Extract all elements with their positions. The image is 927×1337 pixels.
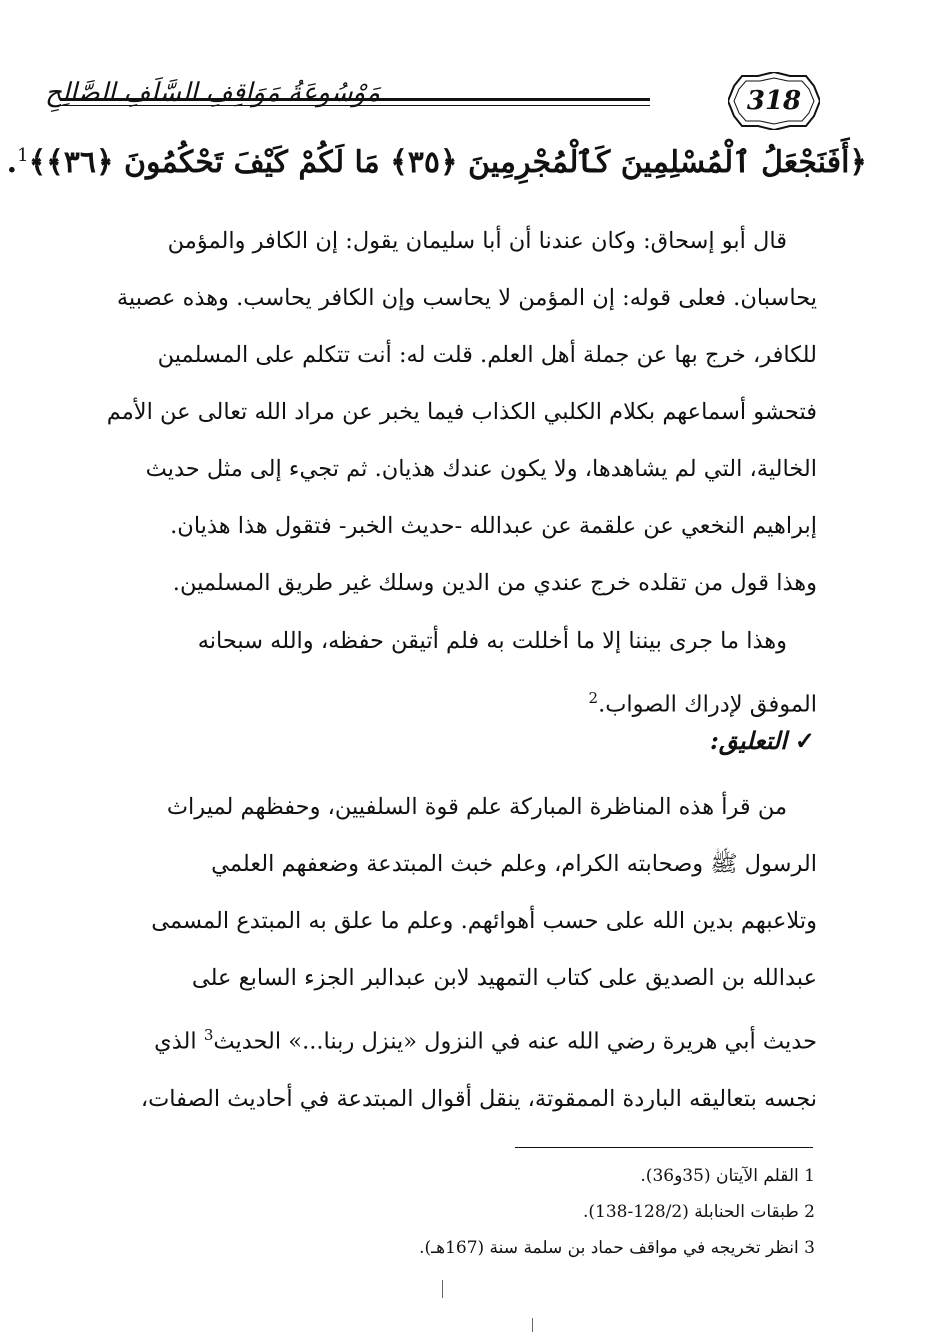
footnotes: [315, 1158, 815, 1266]
text-line: وهذا ما جرى بيننا إلا ما أخللت به فلم أتيقن حفظه، والله سبحانه: [197, 628, 787, 654]
scan-speck: [442, 1280, 443, 1298]
text-line: إبراهيم النخعي عن علقمة عن عبدالله -حديث الخبر- فتقول هذا هذيان.: [170, 513, 817, 539]
page-number: 318: [746, 86, 802, 116]
footnote-ref-1: 1: [17, 145, 29, 166]
verse-text: ﴿أَفَنَجْعَلُ ٱلْمُسْلِمِينَ كَٱلْمُجْرِمِينَ ﴿٣٥﴾ مَا لَكُمْ كَيْفَ تَحْكُمُونَ ﴿٣٦﴾﴾: [28, 145, 867, 180]
text-line: يحاسبان. فعلى قوله: إن المؤمن لا يحاسب وإن الكافر يحاسب. وهذه عصبية: [116, 285, 817, 311]
commentary-heading: [710, 726, 815, 755]
heading-text: التعليق:: [710, 726, 787, 755]
footnote-ref-3: 3: [203, 1026, 214, 1044]
text-line: قال أبو إسحاق: وكان عندنا أن أبا سليمان يقول: إن الكافر والمؤمن: [167, 228, 787, 254]
text-line: فتحشو أسماعهم بكلام الكلبي الكذاب فيما يخبر عن مراد الله تعالى عن الأمم: [106, 399, 817, 425]
text-line: للكافر، خرج بها عن جملة أهل العلم. قلت له: أنت تتكلم على المسلمين: [157, 342, 817, 368]
footnote-1: 1 القلم الآيتان (35و36).: [640, 1166, 815, 1186]
paragraph-2: [70, 613, 817, 734]
footnote-ref-2: 2: [588, 689, 599, 707]
checkmark-icon: ✓: [794, 726, 815, 755]
text-line: وهذا قول من تقلده خرج عندي من الدين وسلك غير طريق المسلمين.: [172, 570, 817, 596]
footnote-2: 2 طبقات الحنابلة (128/2-138).: [582, 1202, 815, 1222]
quran-verse: [6, 145, 867, 180]
text-line: الخالية، التي لم يشاهدها، ولا يكون عندك هذيان. ثم تجيء إلى مثل حديث: [145, 456, 817, 482]
footnote-3: 3 انظر تخريجه في مواقف حماد بن سلمة سنة (167هـ).: [419, 1238, 815, 1258]
paragraph-1: [70, 213, 817, 612]
paragraph-3: [70, 779, 817, 1128]
text-line: الرسول ﷺ وصحابته الكرام، وعلم خبث المبتدعة وضعفهم العلمي: [211, 851, 817, 877]
text-segment: الموفق لإدراك الصواب.: [598, 691, 817, 718]
series-title: مَوْسُوعَةُ مَوَاقِفِ السَّلَفِ الصَّالِحِ: [45, 78, 380, 108]
scan-speck: [532, 1318, 533, 1332]
text-line: نجسه بتعاليقه الباردة الممقوتة، ينقل أقوال المبتدعة في أحاديث الصفات،: [140, 1085, 817, 1112]
text-line: [70, 670, 817, 734]
running-header: [45, 72, 820, 132]
text-line: [70, 1007, 817, 1071]
text-line: عبدالله بن الصديق على كتاب التمهيد لابن عبدالبر الجزء السابع على: [191, 965, 817, 991]
text-line: وتلاعبهم بدين الله على حسب أهوائهم. وعلم ما علق به المبتدع المسمى: [151, 908, 817, 934]
verse-period: .: [6, 145, 18, 180]
text-line: من قرأ هذه المناظرة المباركة علم قوة السلفيين، وحفظهم لميراث: [166, 794, 787, 820]
text-segment: الذي: [154, 1028, 204, 1055]
footnote-divider: [515, 1147, 813, 1148]
text-segment: حديث أبي هريرة رضي الله عنه في النزول «ينزل ربنا...» الحديث: [213, 1028, 817, 1055]
page-number-badge: [728, 72, 820, 130]
